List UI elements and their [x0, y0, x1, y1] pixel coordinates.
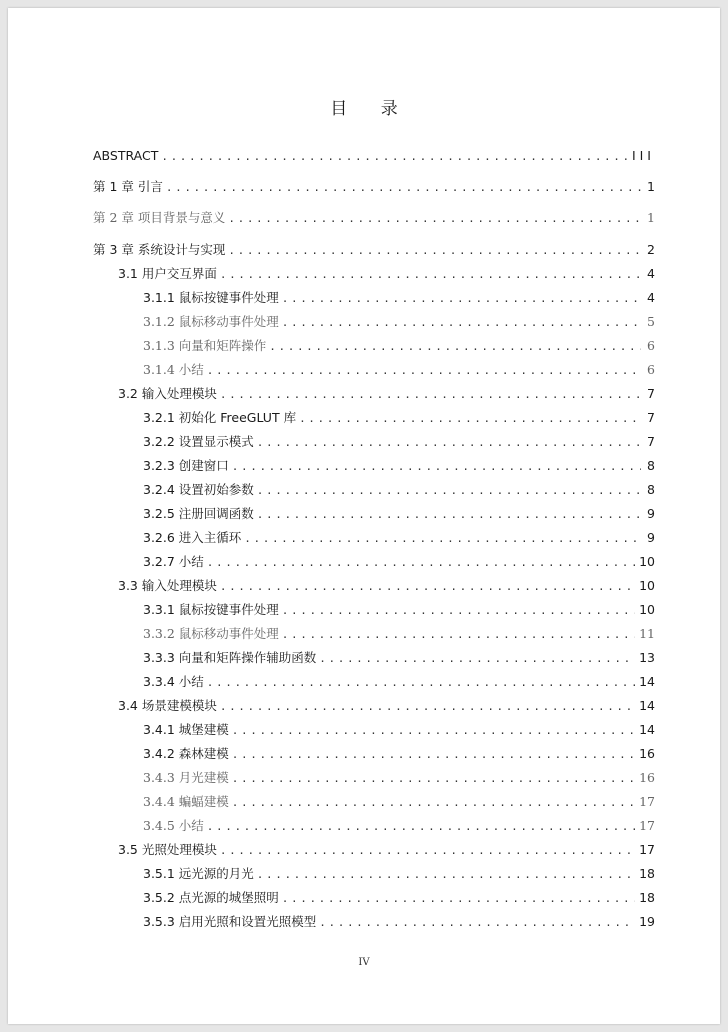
toc-entry-label: 3.5.3 启用光照和设置光照模型	[143, 914, 317, 929]
toc-entry-3-1-3[interactable]	[143, 336, 655, 356]
toc-entry-page: 10	[639, 554, 655, 569]
toc-leader-dots	[282, 313, 641, 333]
toc-entry-label: 3.2.1 初始化 FreeGLUT 库	[143, 410, 297, 425]
toc-entry-3-3-3[interactable]	[143, 648, 655, 668]
toc-entry-page: 16	[639, 770, 655, 785]
toc-entry-page: 10	[639, 578, 655, 593]
toc-entry-label: 3.1.2 鼠标移动事件处理	[143, 314, 279, 329]
toc-leader-dots	[232, 769, 635, 789]
toc-leader-dots	[207, 361, 641, 381]
toc-entry-3-3-2[interactable]	[143, 624, 655, 644]
toc-entry-chapter-2[interactable]	[93, 208, 655, 228]
toc-entry-section-3-3[interactable]	[118, 576, 655, 596]
toc-entry-page: 5	[647, 314, 655, 329]
toc-entry-3-2-2[interactable]	[143, 432, 655, 452]
toc-entry-3-1-4[interactable]	[143, 360, 655, 380]
toc-entry-3-4-2[interactable]	[143, 744, 655, 764]
toc-entry-page: 8	[647, 482, 655, 497]
toc-entry-label: 3.5.1 远光源的月光	[143, 866, 254, 881]
toc-leader-dots	[232, 721, 635, 741]
toc-entry-3-3-1[interactable]	[143, 600, 655, 620]
toc-entry-page: 9	[647, 530, 655, 545]
toc-leader-dots	[207, 817, 635, 837]
toc-entry-label: 3.2 输入处理模块	[118, 386, 217, 401]
toc-leader-dots	[228, 241, 641, 261]
toc-leader-dots	[232, 745, 635, 765]
toc-entry-page: 18	[639, 890, 655, 905]
toc-leader-dots	[282, 625, 635, 645]
toc-entry-label: 3.2.2 设置显示模式	[143, 434, 254, 449]
toc-entry-3-4-5[interactable]	[143, 816, 655, 836]
toc-entry-label: 3.4 场景建模模块	[118, 698, 217, 713]
toc-entry-label: 3.2.4 设置初始参数	[143, 482, 254, 497]
toc-entry-abstract[interactable]	[93, 146, 655, 166]
toc-leader-dots	[257, 433, 641, 453]
toc-entry-page: 6	[647, 338, 655, 353]
toc-entry-3-2-1[interactable]	[143, 408, 655, 428]
toc-entry-3-4-3[interactable]	[143, 768, 655, 788]
toc-entry-label: 3.3.3 向量和矩阵操作辅助函数	[143, 650, 317, 665]
toc-entry-page: 13	[639, 650, 655, 665]
toc-entry-label: 3.3.1 鼠标按键事件处理	[143, 602, 279, 617]
toc-entry-3-1-2[interactable]	[143, 312, 655, 332]
toc-leader-dots	[282, 289, 641, 309]
toc-leader-dots	[220, 697, 635, 717]
toc-entry-page: 1	[647, 210, 655, 225]
toc-entry-label: ABSTRACT	[93, 148, 159, 163]
toc-entry-3-3-4[interactable]	[143, 672, 655, 692]
toc-entry-page: 16	[639, 746, 655, 761]
toc-leader-dots	[220, 841, 635, 861]
toc-leader-dots	[161, 147, 628, 167]
toc-entry-page: 7	[647, 386, 655, 401]
toc-entry-label: 3.5.2 点光源的城堡照明	[143, 890, 279, 905]
toc-leader-dots	[207, 673, 635, 693]
toc-entry-section-3-5[interactable]	[118, 840, 655, 860]
toc-entry-label: 3.3 输入处理模块	[118, 578, 217, 593]
toc-entry-label: 3.3.4 小结	[143, 674, 204, 689]
toc-entry-label: 第 2 章 项目背景与意义	[93, 210, 226, 225]
document-page	[8, 8, 720, 1024]
toc-leader-dots	[232, 457, 641, 477]
toc-leader-dots	[257, 505, 641, 525]
toc-entry-label: 3.4.3 月光建模	[143, 770, 229, 785]
toc-entry-label: 3.2.7 小结	[143, 554, 204, 569]
toc-entry-page: 19	[639, 914, 655, 929]
toc-entry-3-2-7[interactable]	[143, 552, 655, 572]
toc-entry-label: 3.4.2 森林建模	[143, 746, 229, 761]
toc-entry-chapter-3[interactable]	[93, 240, 655, 260]
toc-entry-3-4-4[interactable]	[143, 792, 655, 812]
toc-entry-3-2-5[interactable]	[143, 504, 655, 524]
toc-entry-page: 14	[639, 722, 655, 737]
toc-entry-page: 11	[639, 626, 655, 641]
toc-entry-3-4-1[interactable]	[143, 720, 655, 740]
toc-leader-dots	[257, 481, 641, 501]
toc-entry-3-5-2[interactable]	[143, 888, 655, 908]
toc-entry-page: 17	[639, 794, 655, 809]
toc-entry-3-2-6[interactable]	[143, 528, 655, 548]
toc-leader-dots	[244, 529, 641, 549]
toc-leader-dots	[257, 865, 635, 885]
toc-leader-dots	[220, 385, 641, 405]
toc-entry-label: 第 1 章 引言	[93, 179, 163, 194]
toc-entry-label: 3.4.5 小结	[143, 818, 204, 833]
toc-entry-page: 4	[647, 290, 655, 305]
toc-entry-section-3-4[interactable]	[118, 696, 655, 716]
toc-leader-dots	[299, 409, 641, 429]
toc-entry-3-2-3[interactable]	[143, 456, 655, 476]
toc-leader-dots	[269, 337, 641, 357]
toc-entry-page: 7	[647, 410, 655, 425]
toc-entry-page: 7	[647, 434, 655, 449]
toc-leader-dots	[282, 889, 635, 909]
toc-entry-page: 10	[639, 602, 655, 617]
toc-entry-page: 4	[647, 266, 655, 281]
toc-entry-label: 3.2.5 注册回调函数	[143, 506, 254, 521]
toc-leader-dots	[319, 649, 635, 669]
toc-entry-page: 8	[647, 458, 655, 473]
toc-entry-page: 17	[639, 842, 655, 857]
toc-entry-3-2-4[interactable]	[143, 480, 655, 500]
toc-entry-page: 17	[639, 818, 655, 833]
toc-leader-dots	[166, 178, 641, 198]
toc-entry-label: 3.2.6 进入主循环	[143, 530, 242, 545]
toc-entry-section-3-2[interactable]	[118, 384, 655, 404]
toc-entry-page: 18	[639, 866, 655, 881]
toc-entry-3-5-1[interactable]	[143, 864, 655, 884]
toc-entry-page: III	[631, 148, 655, 163]
toc-entry-label: 3.1.3 向量和矩阵操作	[143, 338, 267, 353]
toc-entry-page: 14	[639, 698, 655, 713]
toc-leader-dots	[319, 913, 635, 933]
toc-entry-label: 3.3.2 鼠标移动事件处理	[143, 626, 279, 641]
toc-leader-dots	[282, 601, 635, 621]
toc-entry-3-5-3[interactable]	[143, 912, 655, 932]
toc-entry-page: 9	[647, 506, 655, 521]
toc-entry-label: 3.5 光照处理模块	[118, 842, 217, 857]
toc-entry-label: 第 3 章 系统设计与实现	[93, 242, 226, 257]
toc-entry-label: 3.4.1 城堡建模	[143, 722, 229, 737]
toc-entry-chapter-1[interactable]	[93, 177, 655, 197]
toc-entry-section-3-1[interactable]	[118, 264, 655, 284]
toc-entry-page: 14	[639, 674, 655, 689]
toc-leader-dots	[207, 553, 635, 573]
toc-leader-dots	[228, 209, 641, 229]
toc-entry-label: 3.4.4 蝙蝠建模	[143, 794, 229, 809]
toc-entry-label: 3.1 用户交互界面	[118, 266, 217, 281]
page-number-footer: IV	[358, 957, 370, 968]
toc-entry-page: 6	[647, 362, 655, 377]
toc-leader-dots	[232, 793, 635, 813]
toc-entry-3-1-1[interactable]	[143, 288, 655, 308]
page-title: 目 录	[330, 99, 412, 119]
toc-entry-label: 3.2.3 创建窗口	[143, 458, 229, 473]
toc-leader-dots	[220, 577, 635, 597]
toc-entry-label: 3.1.1 鼠标按键事件处理	[143, 290, 279, 305]
toc-entry-page: 1	[647, 179, 655, 194]
toc-entry-label: 3.1.4 小结	[143, 362, 204, 377]
toc-leader-dots	[220, 265, 641, 285]
toc-entry-page: 2	[647, 242, 655, 257]
